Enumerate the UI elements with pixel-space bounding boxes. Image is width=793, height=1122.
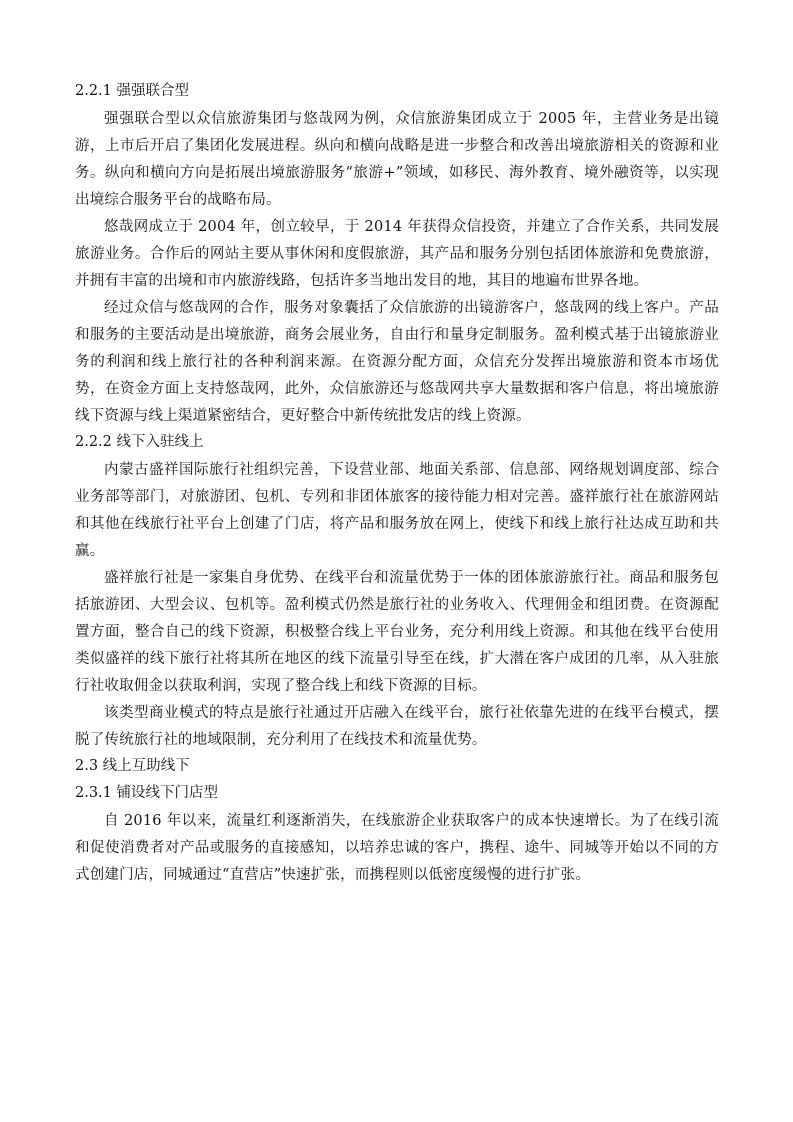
paragraph: 该类型商业模式的特点是旅行社通过开店融入在线平台，旅行社依靠先进的在线平台模式，摆脱了传统旅行社的地域限制，充分利用了在线技术和流量优势。 <box>75 705 719 748</box>
section-heading-2-3-1: 2.3.1 铺设线下门店型 <box>75 785 219 801</box>
document-body <box>75 79 719 889</box>
paragraph: 内蒙古盛祥国际旅行社组织完善，下设营业部、地面关系部、信息部、网络规划调度部、综合业务部等部门，对旅游团、包机、专列和非团体旅客的接待能力相对完善。盛祥旅行社在旅游网站和其他在线旅行社平台上创建了门店，将产品和服务放在网上，使线下和线上旅行社达成互助和共赢。 <box>75 462 719 559</box>
section-heading-2-2-1: 2.2.1 强强联合型 <box>75 83 190 99</box>
section-heading-2-3: 2.3 线上互助线下 <box>75 758 190 774</box>
section-heading-2-2-2: 2.2.2 线下入驻线上 <box>75 434 204 450</box>
paragraph: 自 2016 年以来，流量红利逐渐消失，在线旅游企业获取客户的成本快速增长。为了在线引流和促使消费者对产品或服务的直接感知，以培养忠诚的客户，携程、途牛、同城等开始以不同的方式创建门店，同城通过“直营店”快速扩张，而携程则以低密度缓慢的进行扩张。 <box>75 813 719 883</box>
paragraph: 经过众信与悠哉网的合作，服务对象囊括了众信旅游的出镜游客户，悠哉网的线上客户。产品和服务的主要活动是出境旅游，商务会展业务，自由行和量身定制服务。盈利模式基于出镜旅游业务的利润和线上旅行社的各种利润来源。在资源分配方面，众信充分发挥出境旅游和资本市场优势，在资金方面上支持悠哉网，此外，众信旅游还与悠哉网共享大量数据和客户信息，将出境旅游线下资源与线上渠道紧密结合，更好整合中新传统批发店的线上资源。 <box>75 300 719 424</box>
paragraph: 强强联合型以众信旅游集团与悠哉网为例，众信旅游集团成立于 2005 年，主营业务是出镜游，上市后开启了集团化发展进程。纵向和横向战略是进一步整合和改善出境旅游相关的资源和业务。纵向和横向方向是拓展出境旅游服务“旅游+”领域，如移民、海外教育、境外融资等，以实现出境综合服务平台的战略布局。 <box>75 111 719 208</box>
paragraph: 悠哉网成立于 2004 年，创立较早，于 2014 年获得众信投资，并建立了合作关系，共同发展旅游业务。合作后的网站主要从事休闲和度假旅游，其产品和服务分别包括团体旅游和免费旅游，并拥有丰富的出境和市内旅游线路，包括许多当地出发目的地，其目的地遍布世界各地。 <box>75 219 719 289</box>
paragraph: 盛祥旅行社是一家集自身优势、在线平台和流量优势于一体的团体旅游旅行社。商品和服务包括旅游团、大型会议、包机等。盈利模式仍然是旅行社的业务收入、代理佣金和组团费。在资源配置方面，整合自己的线下资源，积极整合线上平台业务，充分利用线上资源。和其他在线平台使用类似盛祥的线下旅行社将其所在地区的线下流量引导至在线，扩大潜在客户成团的几率，从入驻旅行社收取佣金以获取利润，实现了整合线上和线下资源的目标。 <box>75 570 719 694</box>
